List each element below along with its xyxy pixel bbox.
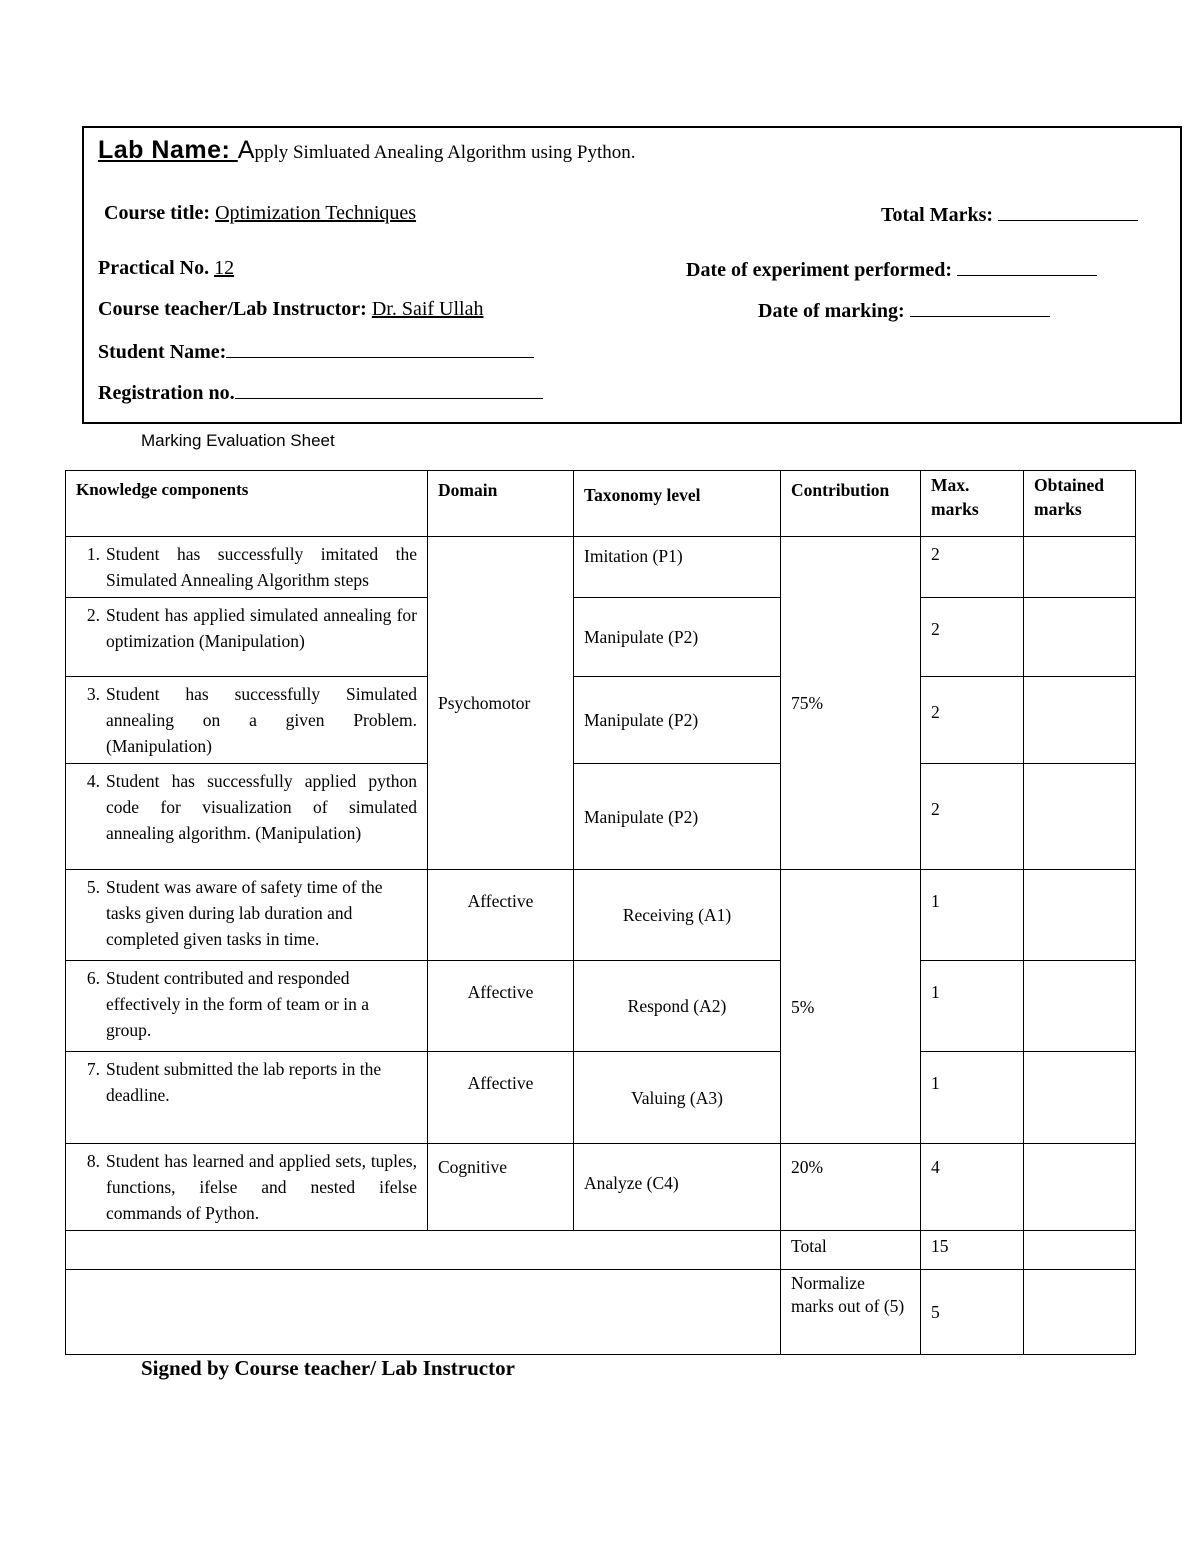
- kc-text: Student has applied simulated annealing for optimization (Manipulation): [106, 605, 417, 651]
- date-marking-label: Date of marking:: [758, 300, 905, 322]
- header-domain: Domain: [428, 471, 574, 537]
- domain-cell: Affective: [428, 961, 574, 1052]
- obtained-cell[interactable]: [1024, 961, 1136, 1052]
- kc-cell: [66, 961, 428, 1052]
- total-row: [66, 1231, 1136, 1270]
- lab-name-label: Lab Name:: [98, 136, 238, 164]
- date-marking-blank[interactable]: [910, 298, 1050, 317]
- obtained-cell[interactable]: [1024, 1052, 1136, 1144]
- kc-number: 5.: [86, 877, 100, 897]
- table-row: [66, 961, 1136, 1052]
- practical-value: 12: [214, 257, 235, 279]
- date-performed-blank[interactable]: [957, 257, 1097, 276]
- kc-number: 6.: [86, 968, 100, 988]
- lab-name-value: pply Simluated Anealing Algorithm using Python.: [254, 142, 636, 163]
- total-marks: [881, 202, 1138, 227]
- kc-cell: [66, 598, 428, 677]
- max-marks-cell: 2: [921, 598, 1024, 677]
- lab-name: [98, 136, 636, 165]
- teacher-label: Course teacher/Lab Instructor:: [98, 298, 367, 320]
- contribution-cell: 75%: [781, 537, 921, 870]
- kc-text: Student has successfully applied python code for visualization of simulated annealing algorithm. (Manipulation): [106, 771, 417, 843]
- kc-text: Student submitted the lab reports in the deadline.: [106, 1059, 382, 1105]
- student-name-label: Student Name:: [98, 341, 227, 363]
- kc-cell: [66, 1144, 428, 1231]
- obtained-cell[interactable]: [1024, 677, 1136, 764]
- course-title: [104, 202, 416, 225]
- kc-text: Student contributed and responded effectively in the form of team or in a group.: [106, 968, 370, 1040]
- max-marks-cell: 4: [921, 1144, 1024, 1231]
- kc-cell: [66, 1052, 428, 1144]
- contribution-cell: 20%: [781, 1144, 921, 1231]
- registration-no: [98, 380, 543, 405]
- table-row: [66, 764, 1136, 870]
- taxonomy-cell: Receiving (A1): [574, 870, 781, 961]
- header-contribution: Contribution: [781, 471, 921, 537]
- kc-number: 2.: [86, 605, 100, 625]
- date-performed: [686, 257, 1097, 282]
- practical-no: [98, 257, 234, 280]
- table-row: [66, 537, 1136, 598]
- course-teacher: [98, 298, 484, 321]
- table-row: [66, 598, 1136, 677]
- kc-number: 3.: [86, 684, 100, 704]
- signature-line: Signed by Course teacher/ Lab Instructor: [141, 1356, 515, 1380]
- kc-text: Student has successfully Simulated annealing on a given Problem. (Manipulation): [106, 684, 417, 756]
- table-row: [66, 870, 1136, 961]
- obtained-cell[interactable]: [1024, 764, 1136, 870]
- taxonomy-cell: Manipulate (P2): [574, 677, 781, 764]
- lab-name-first-letter: A: [237, 136, 255, 164]
- table-row: [66, 1144, 1136, 1231]
- domain-cell: Cognitive: [428, 1144, 574, 1231]
- normalize-empty-cell: [66, 1270, 781, 1355]
- taxonomy-cell: Analyze (C4): [574, 1144, 781, 1231]
- kc-text: Student has successfully imitated the Simulated Annealing Algorithm steps: [106, 544, 417, 590]
- max-marks-cell: 2: [921, 764, 1024, 870]
- header-knowledge: Knowledge components: [66, 471, 428, 537]
- header-max-marks: Max. marks: [921, 471, 1024, 537]
- date-performed-label: Date of experiment performed:: [686, 259, 953, 281]
- obtained-cell[interactable]: [1024, 870, 1136, 961]
- domain-cell: Psychomotor: [428, 537, 574, 870]
- max-marks-cell: 2: [921, 677, 1024, 764]
- registration-label: Registration no.: [98, 382, 235, 404]
- domain-cell: Affective: [428, 1052, 574, 1144]
- obtained-cell[interactable]: [1024, 537, 1136, 598]
- kc-cell: [66, 537, 428, 598]
- normalize-value: 5: [921, 1270, 1024, 1355]
- total-value: 15: [921, 1231, 1024, 1270]
- taxonomy-cell: Valuing (A3): [574, 1052, 781, 1144]
- taxonomy-cell: Imitation (P1): [574, 537, 781, 598]
- total-label: Total: [781, 1231, 921, 1270]
- normalize-row: [66, 1270, 1136, 1355]
- kc-number: 8.: [86, 1151, 100, 1171]
- table-header-row: [66, 471, 1136, 537]
- domain-cell: Affective: [428, 870, 574, 961]
- sheet-caption: Marking Evaluation Sheet: [141, 431, 335, 450]
- header-box: [82, 126, 1182, 424]
- header-taxonomy: Taxonomy level: [574, 471, 781, 537]
- header-obtained: Obtained marks: [1024, 471, 1136, 537]
- total-empty-cell: [66, 1231, 781, 1270]
- table-row: [66, 1052, 1136, 1144]
- practical-label: Practical No.: [98, 257, 210, 279]
- taxonomy-cell: Manipulate (P2): [574, 764, 781, 870]
- taxonomy-cell: Manipulate (P2): [574, 598, 781, 677]
- max-marks-cell: 2: [921, 537, 1024, 598]
- kc-text: Student has learned and applied sets, tuples, functions, ifelse and nested ifelse commands of Python.: [106, 1151, 417, 1223]
- obtained-cell[interactable]: [1024, 1144, 1136, 1231]
- total-obtained-cell[interactable]: [1024, 1231, 1136, 1270]
- date-marking: [758, 298, 1050, 323]
- table-row: [66, 677, 1136, 764]
- total-marks-label: Total Marks:: [881, 204, 994, 226]
- student-name-blank[interactable]: [226, 339, 534, 358]
- kc-number: 4.: [86, 771, 100, 791]
- student-name: [98, 339, 534, 364]
- course-title-label: Course title:: [104, 202, 211, 224]
- kc-cell: [66, 677, 428, 764]
- kc-number: 1.: [86, 544, 100, 564]
- normalize-label: Normalize marks out of (5): [781, 1270, 921, 1355]
- normalize-obtained-cell[interactable]: [1024, 1270, 1136, 1355]
- registration-blank[interactable]: [235, 380, 543, 399]
- total-marks-blank[interactable]: [998, 202, 1138, 221]
- teacher-value: Dr. Saif Ullah: [371, 298, 484, 320]
- max-marks-cell: 1: [921, 1052, 1024, 1144]
- max-marks-cell: 1: [921, 961, 1024, 1052]
- course-title-value: Optimization Techniques: [215, 202, 417, 224]
- kc-cell: [66, 870, 428, 961]
- kc-text: Student was aware of safety time of the tasks given during lab duration and completed given tasks in time.: [106, 877, 383, 949]
- obtained-cell[interactable]: [1024, 598, 1136, 677]
- kc-cell: [66, 764, 428, 870]
- max-marks-cell: 1: [921, 870, 1024, 961]
- kc-number: 7.: [86, 1059, 100, 1079]
- contribution-cell: 5%: [781, 870, 921, 1144]
- taxonomy-cell: Respond (A2): [574, 961, 781, 1052]
- marking-table: [65, 470, 1136, 1355]
